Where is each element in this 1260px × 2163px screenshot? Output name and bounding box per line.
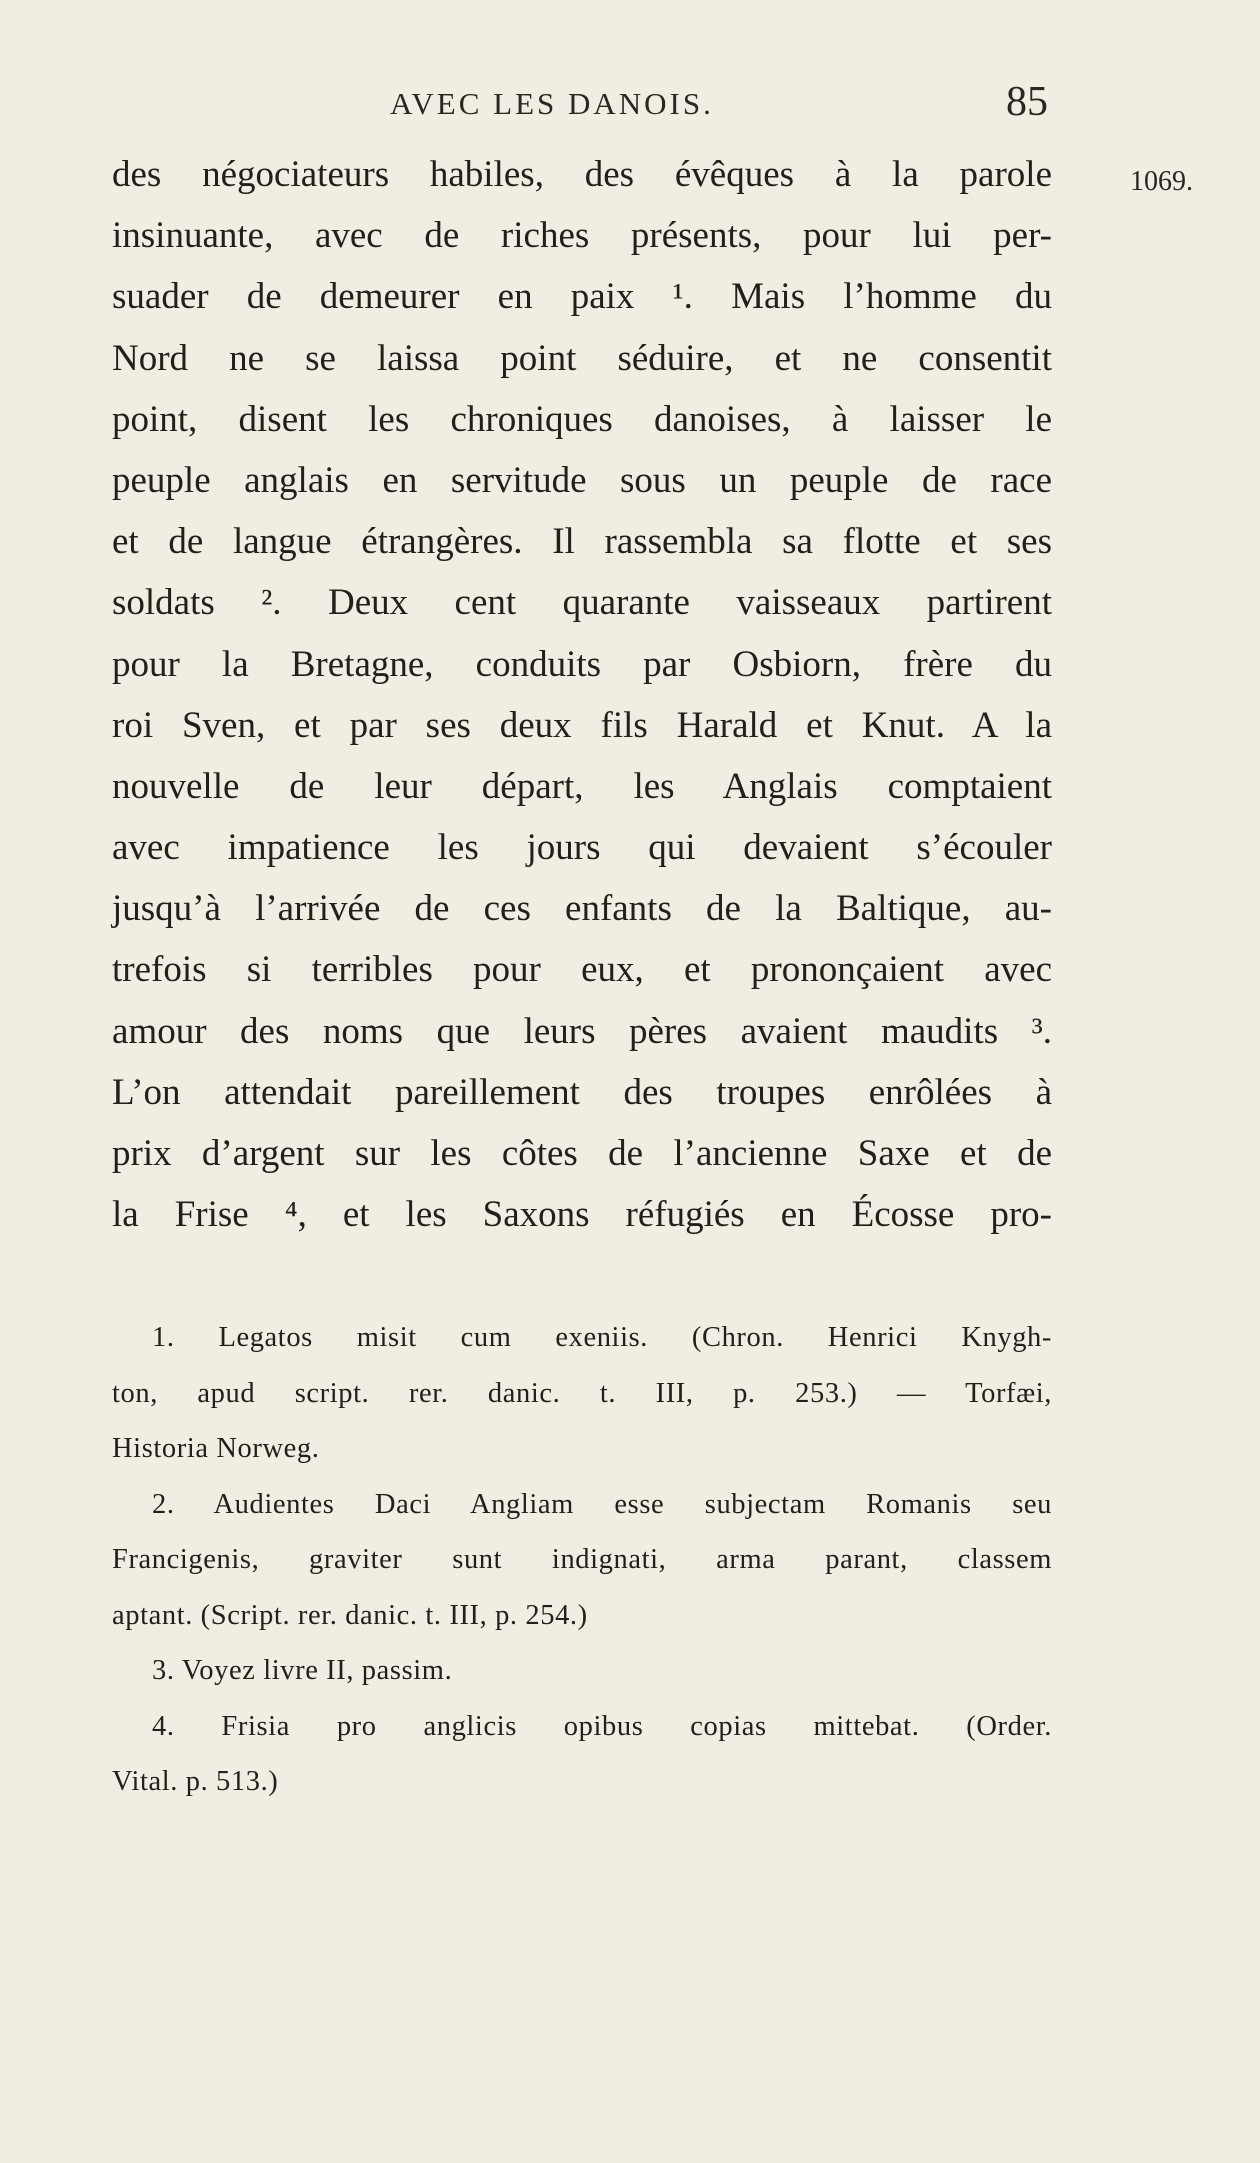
footnote-1-line: 1. Legatos misit cum exeniis. (Chron. Henrici Knygh- [152, 1322, 1052, 1353]
footnote-4-line: Vital. p. 513.) [112, 1766, 279, 1797]
page-number: 85 [1006, 79, 1048, 125]
body-line: jusqu’à l’arrivée de ces enfants de la Baltique, au- [112, 888, 1052, 930]
footnote-3-line: 3. Voyez livre II, passim. [152, 1655, 453, 1686]
body-line: des négociateurs habiles, des évêques à la parole [112, 154, 1052, 195]
footnote-2-line: aptant. (Script. rer. danic. t. III, p. 254.) [112, 1599, 588, 1631]
body-text [112, 144, 1052, 1245]
footnote-2-line: 2. Audientes Daci Angliam esse subjectam Romanis seu [152, 1488, 1052, 1520]
body-line: soldats ². Deux cent quarante vaisseaux partirent [112, 582, 1052, 624]
body-line: point, disent les chroniques danoises, à laisser le [112, 398, 1052, 440]
body-line: prix d’argent sur les côtes de l’ancienne Saxe et de [112, 1133, 1052, 1174]
body-line: insinuante, avec de riches présents, pour lui per- [112, 215, 1052, 257]
body-line: peuple anglais en servitude sous un peuple de race [112, 459, 1052, 501]
running-title: AVEC LES DANOIS. [390, 86, 714, 121]
footnotes [112, 1310, 1052, 1810]
footnote-1-line: ton, apud script. rer. danic. t. III, p. 253.) — Torfæi, [112, 1377, 1052, 1409]
body-line: L’on attendait pareillement des troupes enrôlées à [112, 1071, 1052, 1113]
footnote-2-line: Francigenis, graviter sunt indignati, arma parant, classem [112, 1544, 1052, 1575]
body-line: trefois si terribles pour eux, et prononçaient avec [112, 949, 1052, 991]
body-line: amour des noms que leurs pères avaient maudits ³. [112, 1010, 1052, 1052]
body-line: Nord ne se laissa point séduire, et ne consentit [112, 337, 1052, 379]
footnote-1-line: Historia Norweg. [112, 1433, 320, 1464]
body-line: et de langue étrangères. Il rassembla sa flotte et ses [112, 521, 1052, 563]
body-line: roi Sven, et par ses deux fils Harald et Knut. A la [112, 704, 1052, 746]
body-line: suader de demeurer en paix ¹. Mais l’homme du [112, 276, 1052, 318]
footnote-4-line: 4. Frisia pro anglicis opibus copias mittebat. (Order. [152, 1710, 1052, 1742]
body-line: avec impatience les jours qui devaient s’écouler [112, 827, 1052, 869]
body-line: nouvelle de leur départ, les Anglais comptaient [112, 765, 1052, 807]
body-line: pour la Bretagne, conduits par Osbiorn, frère du [112, 643, 1052, 685]
body-line: la Frise ⁴, et les Saxons réfugiés en Écosse pro- [112, 1194, 1052, 1236]
margin-date: 1069. [1130, 166, 1193, 197]
